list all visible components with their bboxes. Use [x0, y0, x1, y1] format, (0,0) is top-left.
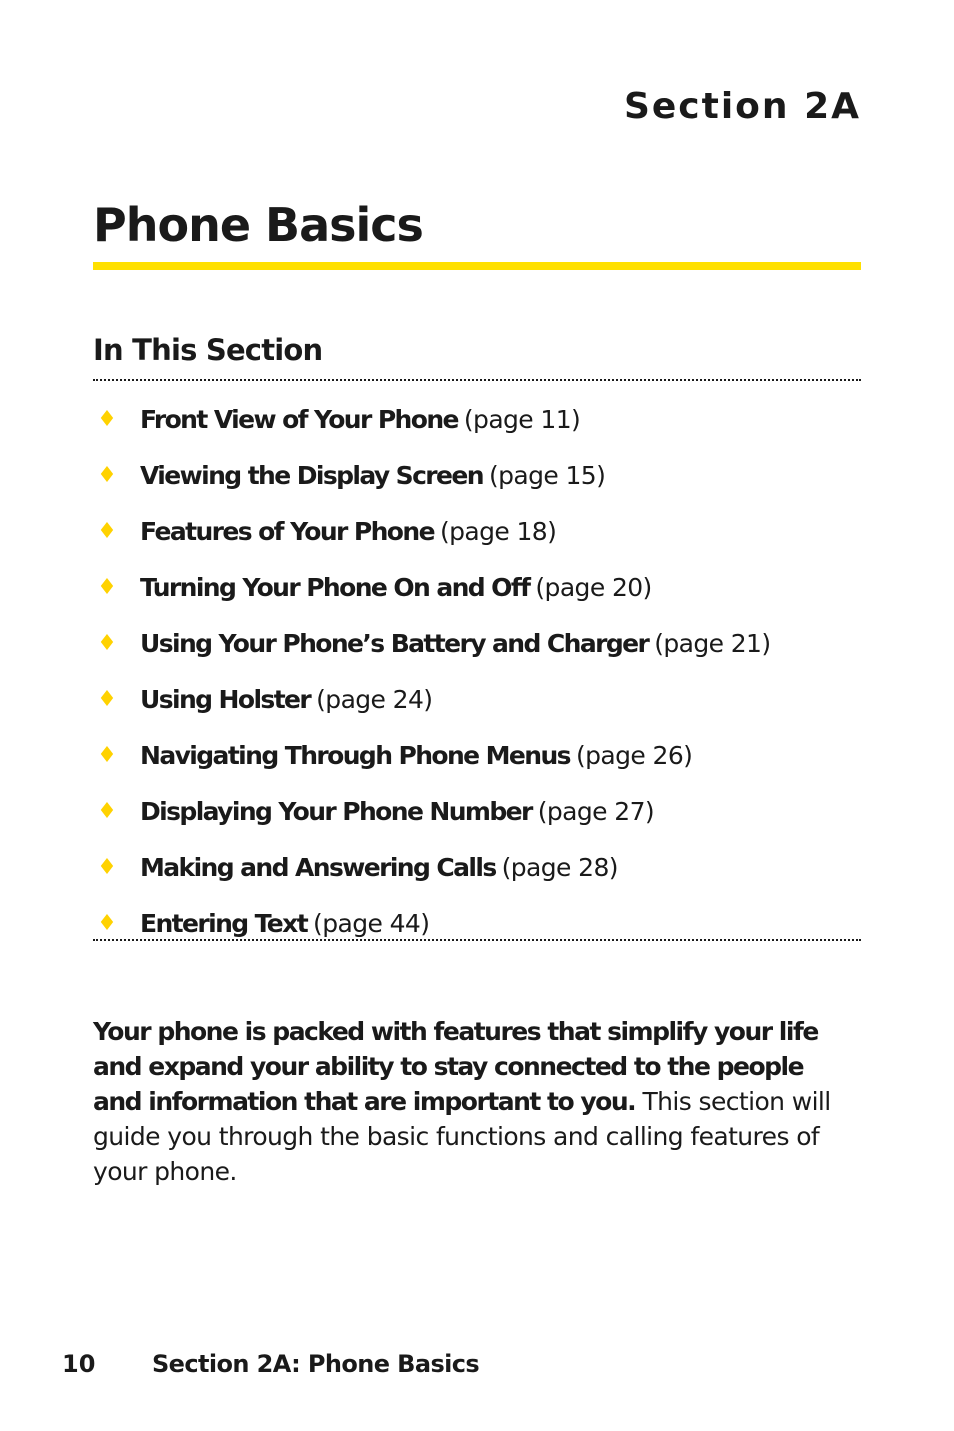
toc-top-divider: [93, 379, 861, 381]
diamond-bullet-icon: ♦: [97, 462, 117, 488]
toc-item-title: Viewing the Display Screen: [140, 460, 483, 490]
diamond-bullet-icon: ♦: [97, 742, 117, 768]
toc-list: [93, 391, 861, 951]
toc-item[interactable]: [93, 391, 861, 447]
toc-item-title: Features of Your Phone: [140, 516, 434, 546]
toc-item-title: Entering Text: [140, 908, 308, 938]
intro-paragraph: [93, 1014, 853, 1189]
diamond-bullet-icon: ♦: [97, 686, 117, 712]
toc-item[interactable]: [93, 559, 861, 615]
footer-page-number: 10: [62, 1350, 96, 1378]
diamond-bullet-icon: ♦: [97, 406, 117, 432]
toc-item[interactable]: [93, 727, 861, 783]
toc-item[interactable]: [93, 895, 861, 951]
toc-item-title: Using Holster: [140, 684, 311, 714]
intro-regular-text: This section will guide you through the basic functions and calling features of your phone.: [93, 1087, 831, 1186]
toc-item[interactable]: [93, 447, 861, 503]
toc-item-page: (page 27): [537, 796, 655, 826]
diamond-bullet-icon: ♦: [97, 854, 117, 880]
diamond-bullet-icon: ♦: [97, 518, 117, 544]
toc-item-title: Using Your Phone’s Battery and Charger: [140, 628, 649, 658]
toc-heading: In This Section: [93, 333, 323, 367]
toc-item-title: Displaying Your Phone Number: [140, 796, 532, 826]
toc-item-page: (page 26): [575, 740, 693, 770]
title-underline: [93, 262, 861, 270]
diamond-bullet-icon: ♦: [97, 630, 117, 656]
toc-item-page: (page 28): [501, 852, 618, 882]
page-title: Phone Basics: [93, 198, 423, 252]
toc-item-page: (page 24): [316, 684, 433, 714]
diamond-bullet-icon: ♦: [97, 910, 117, 936]
toc-item-page: (page 44): [313, 908, 430, 938]
diamond-bullet-icon: ♦: [97, 798, 117, 824]
toc-item-page: (page 18): [439, 516, 557, 546]
toc-item-page: (page 20): [535, 572, 652, 602]
toc-bottom-divider: [93, 939, 861, 941]
toc-item-page: (page 15): [488, 460, 606, 490]
section-label: Section 2A: [623, 86, 861, 127]
toc-item-title: Turning Your Phone On and Off: [140, 572, 530, 602]
toc-item[interactable]: [93, 615, 861, 671]
toc-item[interactable]: [93, 503, 861, 559]
toc-item-title: Front View of Your Phone: [140, 404, 458, 434]
toc-item-page: (page 11): [463, 404, 581, 434]
footer-section-title: Section 2A: Phone Basics: [152, 1350, 480, 1378]
toc-item-title: Navigating Through Phone Menus: [140, 740, 570, 770]
diamond-bullet-icon: ♦: [97, 574, 117, 600]
toc-item[interactable]: [93, 839, 861, 895]
intro-bold-text: Your phone is packed with features that simplify your life and expand your ability to stay connected to the people and information that are important to you.: [93, 1017, 818, 1116]
toc-item-page: (page 21): [654, 628, 771, 658]
toc-item[interactable]: [93, 671, 861, 727]
toc-item-title: Making and Answering Calls: [140, 852, 496, 882]
toc-item[interactable]: [93, 783, 861, 839]
